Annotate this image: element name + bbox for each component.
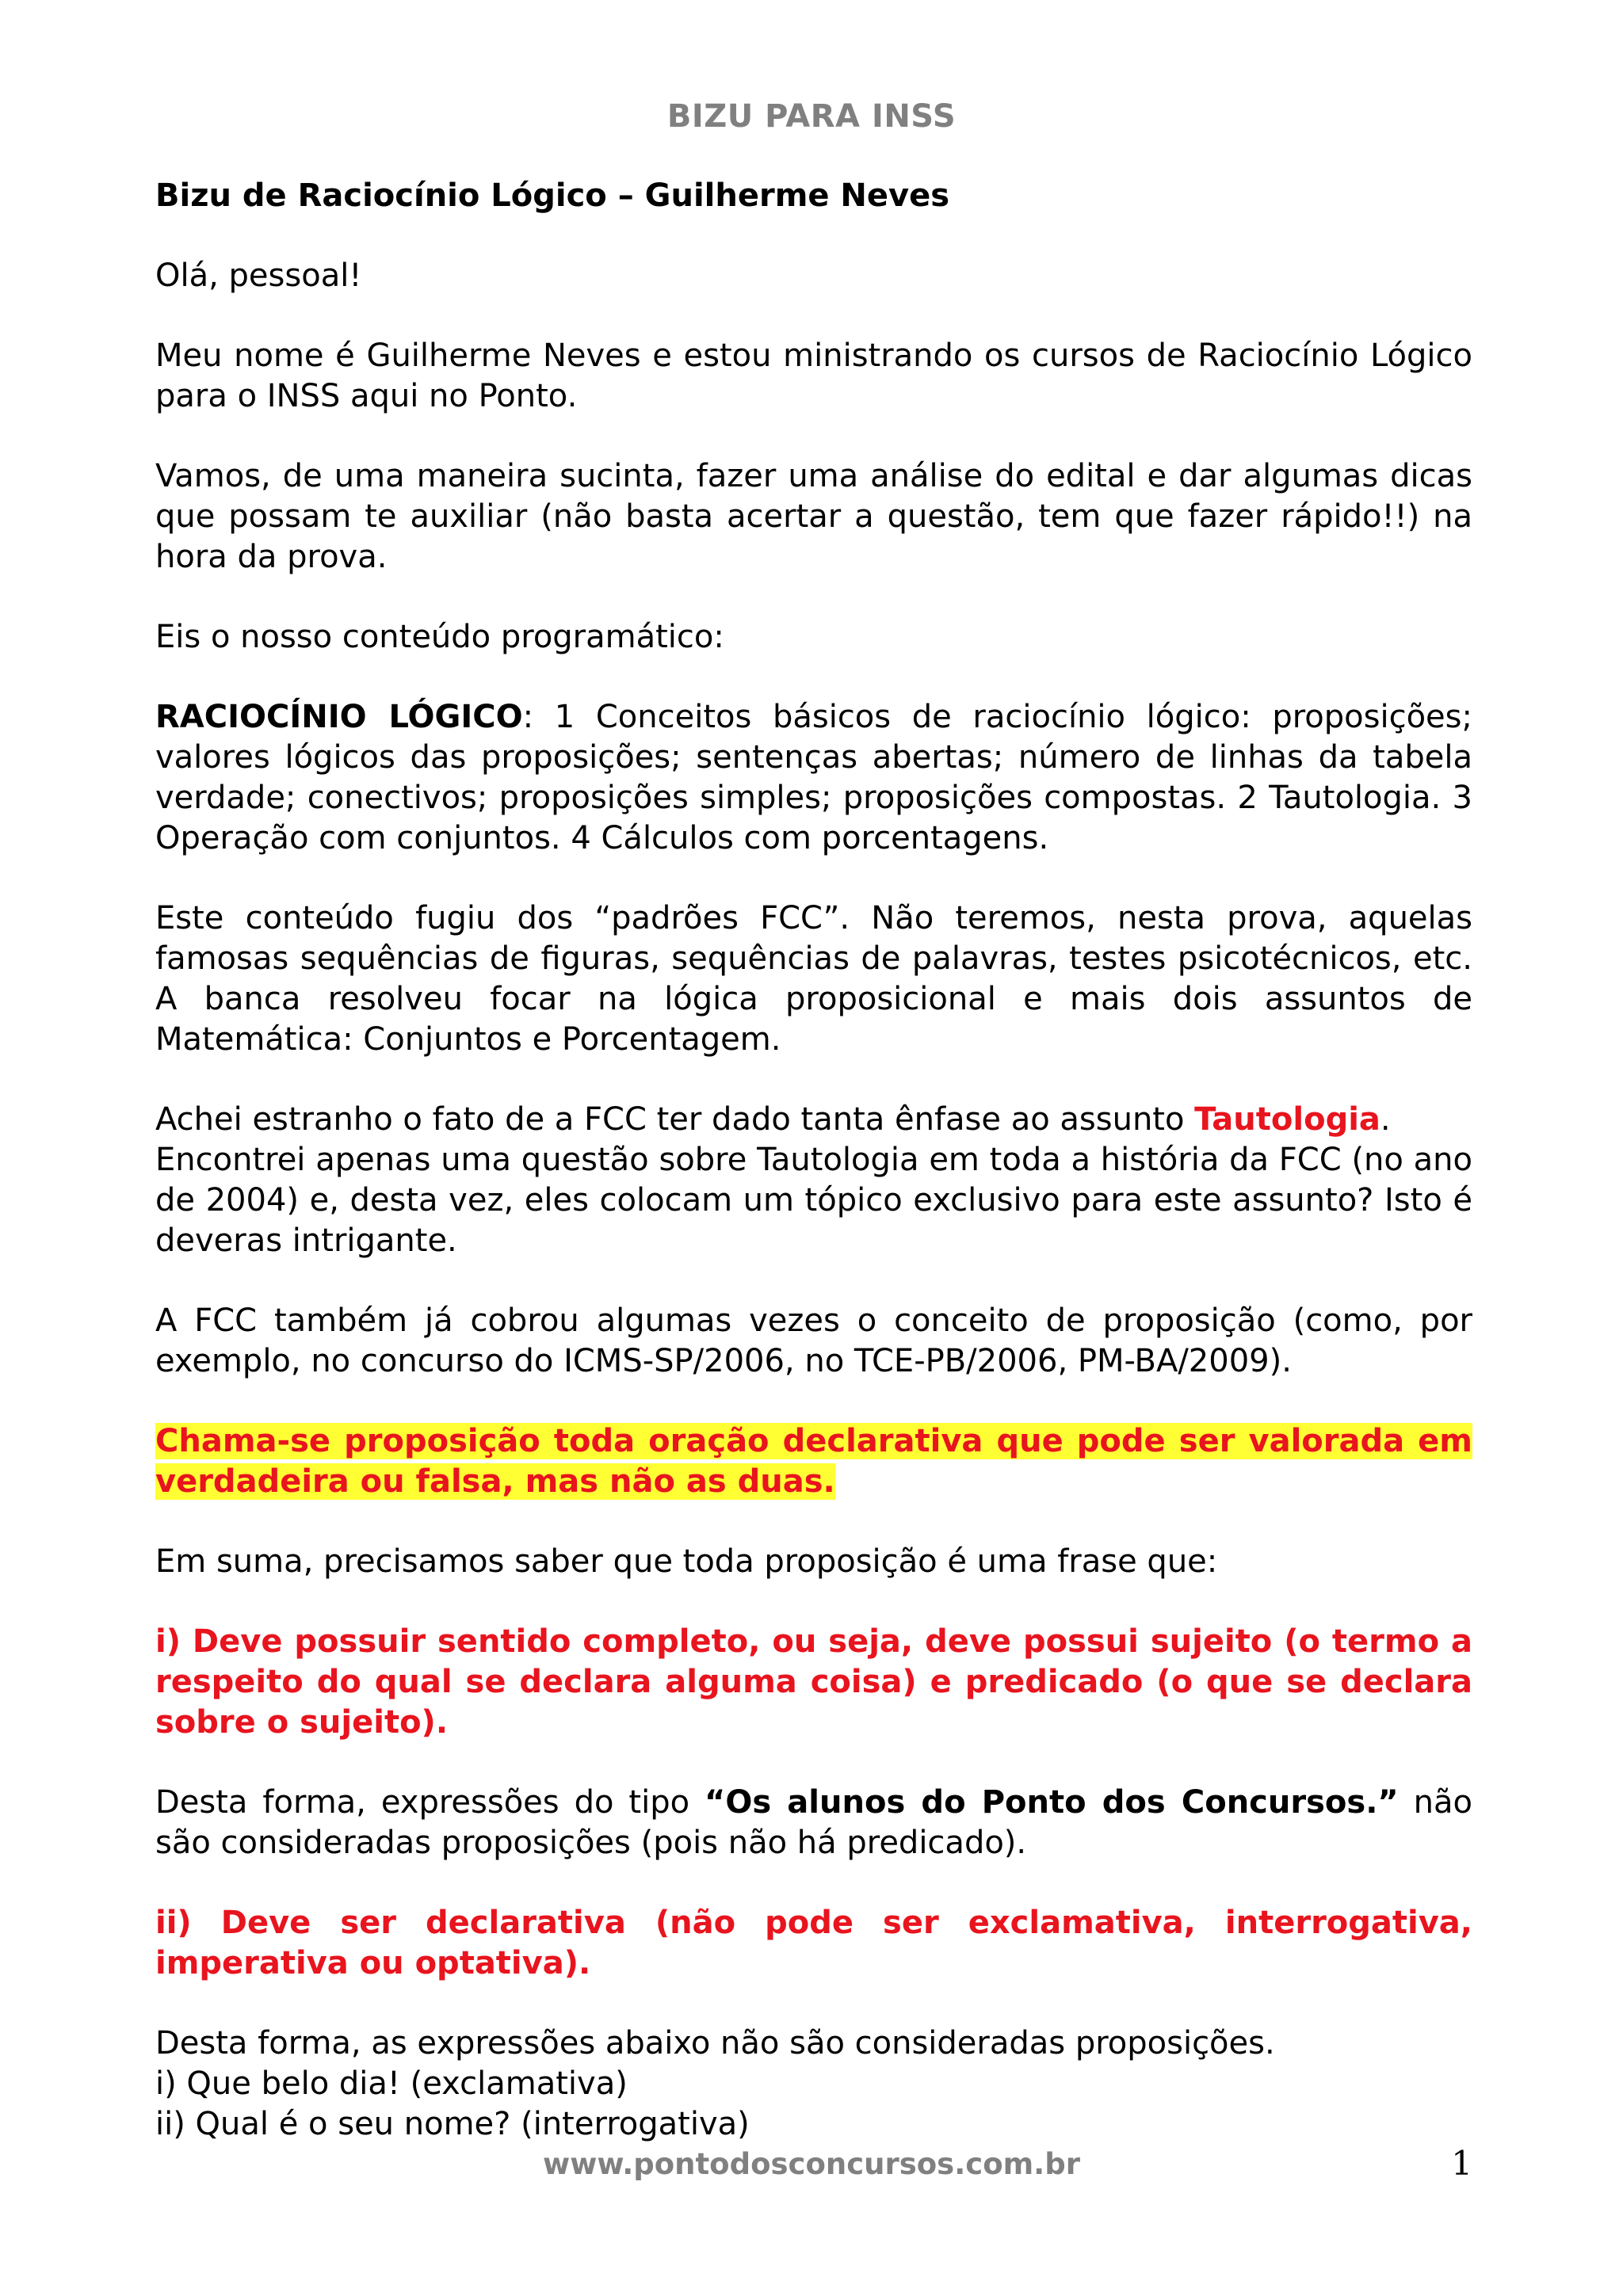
paragraph-fugiu: Este conteúdo fugiu dos “padrões FCC”. Não teremos, nesta prova, aquelas famosas sequências de figuras, sequências de palavras, testes psicotécnicos, etc. A banca resolveu focar na lógica proposicional e mais dois assuntos de Matemática: Conjuntos e Porcentagem. <box>155 900 1472 1058</box>
desta-text: Desta forma, expressões do tipo <box>155 1784 705 1821</box>
paragraph-syllabus <box>155 697 1472 859</box>
definition-highlight <box>155 1421 1472 1502</box>
achei-text: Achei estranho o fato de a FCC ter dado tanta ênfase ao assunto <box>155 1101 1195 1138</box>
definition-text: Chama-se proposição toda oração declarativa que pode ser valorada em verdadeira ou falsa, mas não as duas. <box>155 1423 1472 1500</box>
example-2: ii) Qual é o seu nome? (interrogativa) <box>155 2106 750 2142</box>
document-body <box>155 176 1472 2145</box>
example-1: i) Que belo dia! (exclamativa) <box>155 2065 628 2102</box>
rule-1: i) Deve possuir sentido completo, ou seja, deve possui sujeito (o termo a respeito do qual se declara alguma coisa) e predicado (o que se declara sobre o sujeito). <box>155 1623 1472 1741</box>
example-quote: “Os alunos do Ponto dos Concursos.” <box>705 1784 1399 1821</box>
paragraph-intro: Meu nome é Guilherme Neves e estou ministrando os cursos de Raciocínio Lógico para o INSS aqui no Ponto. <box>155 338 1472 414</box>
paragraph-suma: Em suma, precisamos saber que toda proposição é uma frase que: <box>155 1543 1218 1580</box>
paragraph-encontrei: Encontrei apenas uma questão sobre Tautologia em toda a história da FCC (no ano de 2004) e, desta vez, eles colocam um tópico exclusivo para este assunto? Isto é deveras intrigante. <box>155 1142 1472 1259</box>
document-title: Bizu de Raciocínio Lógico – Guilherme Neves <box>155 177 950 214</box>
rule-2: ii) Deve ser declarativa (não pode ser exclamativa, interrogativa, imperativa ou optativa). <box>155 1905 1472 1981</box>
footer-url: www.pontodosconcursos.com.br <box>543 2147 1080 2181</box>
syllabus-text: : 1 Conceitos básicos de raciocínio lógico: proposições; valores lógicos das proposições; sentenças abertas; número de linhas da tabela verdade; conectivos; proposições simples; proposições compostas. 2 Tautologia. 3 Operação com conjuntos. 4 Cálculos com porcentagens. <box>155 699 1472 856</box>
page-number: 1 <box>1451 2144 1472 2183</box>
greeting: Olá, pessoal! <box>155 257 362 294</box>
desta-text-end: não são consideradas proposições (pois não há predicado). <box>155 1784 1472 1861</box>
paragraph-abaixo: Desta forma, as expressões abaixo não são consideradas proposições. <box>155 2025 1275 2061</box>
syllabus-label: RACIOCÍNIO LÓGICO <box>155 699 523 735</box>
paragraph-vamos: Vamos, de uma maneira sucinta, fazer uma análise do edital e dar algumas dicas que possam te auxiliar (não basta acertar a questão, tem que fazer rápido!!) na hora da prova. <box>155 458 1472 575</box>
achei-period: . <box>1380 1101 1391 1138</box>
paragraph-desta <box>155 1783 1472 1863</box>
paragraph-eis: Eis o nosso conteúdo programático: <box>155 619 724 655</box>
paragraph-achei <box>155 1100 1472 1140</box>
tautologia-term: Tautologia <box>1194 1101 1381 1138</box>
page-header: BIZU PARA INSS <box>666 98 957 135</box>
paragraph-fcc: A FCC também já cobrou algumas vezes o conceito de proposição (como, por exemplo, no concurso do ICMS-SP/2006, no TCE-PB/2006, PM-BA/2009). <box>155 1302 1472 1379</box>
